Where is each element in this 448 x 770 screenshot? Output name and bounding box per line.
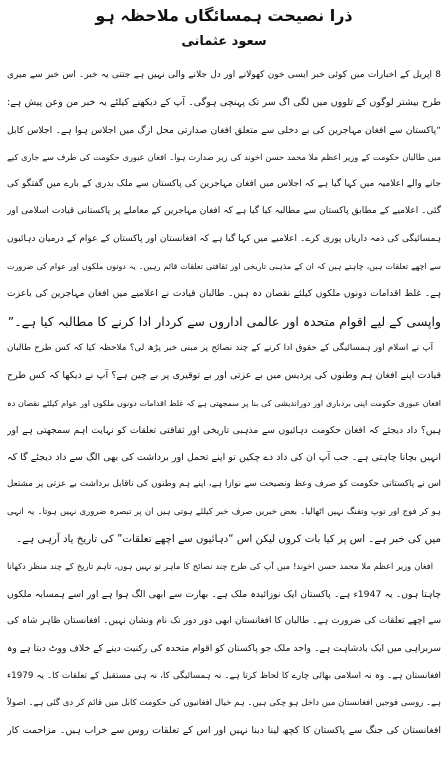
article-line: ہیں؟ داد دیجئے کہ افغان حکومت دہائیوں سے مذہبی تاریخی اور ثقافتی تعلقات کو نہایت اہم سمجھتی ہے اور (7, 424, 441, 436)
author-name: سعود عثمانی (181, 34, 267, 49)
article-line: ہو کر فوج اور توپ وتفنگ نہیں اٹھالیا۔ بعض خبریں صرف خبر کیلئے ہوتی ہیں ان پر تبصرہ ضروری نہیں ہوتا۔ یہ انہی (7, 506, 441, 517)
article-line: افغان وزیر اعظم ملا محمد حسن اخوند! میں آپ کی طرح چند نصائح کا ماہر تو نہیں ہوں، تاہم تاریخ کے چند منظر دکھانا (7, 561, 433, 572)
article-line: ہے۔ روسی فوجیں افغانستان میں داخل ہو چکی ہیں۔ ہم خیال افغانیوں کی حکومت کابل میں قائم کر دی گئی ہے۔ اصولاً (7, 697, 441, 708)
article-line: میں طالبان حکومت کے وزیر اعظم ملا محمد حسن اخوند کی زیر صدارت ہوا۔ افغان عبوری حکومت کی طرف سے جاری کیے (7, 151, 441, 162)
article-line: میں کی خبر ہے۔ اس پر کیا بات کروں لیکن اس “دہائیوں سے اچھے تعلقات” کی تاریخ یاد آرہی ہے۔ (16, 533, 441, 546)
article-line: جانے والے اعلامیہ میں کہا گیا ہے کہ اجلاس میں افغان مہاجرین کی پاکستان سے ملک بدری کے بارے میں گفتگو کی (7, 179, 441, 190)
article-line: واپسی کے لیے اقوام متحدہ اور عالمی اداروں سے کردار ادا کرنے کا مطالبہ کیا ہے۔” (7, 313, 441, 329)
paragraph-history (7, 553, 441, 744)
column-title: ذرا نصیحت ہمسائگاں ملاحظہ ہو (95, 6, 353, 25)
article-line: سے اچھے تعلقات کی ضرورت ہے۔ طالبان کا افغانستان ابھی دور دور تک نام ونشان نہیں۔ افغانستان ظاہر شاہ کی (7, 615, 441, 626)
article-line: افغان عبوری حکومت اپنی بردباری اور دوراندیشی کی بنا پر سمجھتی ہے کہ غلط اقدامات دونوں ملکوں اور عوام کیلئے نقصان دہ (7, 398, 441, 408)
article-line: 8 اپریل کے اخبارات میں کوئی خبر ایسی خون کھولانے اور دل جلانے والی نہیں ہے جتنی یہ خبر۔ اس خبر سے میری (7, 70, 441, 80)
article-line: “پاکستان سے افغان مہاجرین کی بے دخلی سے متعلق افغان صدارتی محل ارگ میں اجلاس ہوا ہے۔ اجلاس کابل (7, 124, 441, 136)
article-line: گئی۔ اعلامیے کے مطابق پاکستان سے مطالبہ کیا گیا ہے کہ افغان مہاجرین کے معاملے پر پاکستانی قیادت اسلامی اور (7, 206, 441, 217)
paragraph-commentary (7, 335, 441, 553)
paragraph-quoted-news (7, 117, 441, 335)
article-line: چاہتا ہوں۔ یہ 1947ء ہے۔ پاکستان ایک نوزائیدہ ملک ہے۔ بھارت سے ابھی الگ ہوا ہے اور اسے ہمسایہ ملکوں (7, 588, 441, 600)
article-line: انہیں بچانا چاہتی ہے۔ جب آپ ان کی داد دے چکیں تو اپنے تحمل اور برداشت کی بھی الگ سے داد دیجئے گا کہ (7, 452, 441, 464)
article-line: افغانستان کی جنگ سے پاکستان کا کچھ لینا دینا نہیں اور اس کے تعلقات روس سے خراب ہیں۔ مزاحمت کار (7, 725, 441, 737)
article-line: آپ نے اسلام اور ہمسائیگی کے حقوق ادا کرنے کے چند نصائح پر مبنی خبر پڑھ لی؟ ملاحظہ کیا کہ کس طرح طالبان (7, 342, 433, 353)
article-line: سے اچھے تعلقات ہیں، چاہتے ہیں کہ ان کے مذہبی تاریخی اور ثقافتی تعلقات قائم رہیں۔ یہ دونوں ملکوں اور عوام کی ضرورت (7, 262, 441, 272)
paragraph-intro (7, 62, 441, 117)
article-line: سربراہی میں ایک بادشاہت ہے۔ واحد ملک جو پاکستان کو اقوام متحدہ کی رکنیت دینے کے خلاف ووٹ دیتا ہے وہ (7, 643, 441, 655)
article-line: اس نے پاکستانی حکومت کو صرف وعظ ونصیحت سے نوازا ہے، اپنے ہم وطنوں کی ناقابل برداشت بے عزتی پر مشتعل (7, 479, 441, 490)
article-body (7, 62, 441, 744)
article-line: قیادت اپنے افغان ہم وطنوں کی پردیس میں بے عزتی اور بے توقیری پر بے چین ہے؟ آپ نے دیکھا کہ کس طرح (7, 370, 441, 382)
article-line: ہمسائیگی کی ذمہ داریاں پوری کرے۔ اعلامیے میں کہا گیا ہے کہ افغانستان اور پاکستان کے عوام کے درمیان دہائیوں (7, 233, 441, 244)
column-header (0, 4, 448, 52)
article-line: ہے۔ غلط اقدامات دونوں ملکوں کیلئے نقصان دہ ہیں۔ طالبان قیادت نے اعلامیے میں افغان مہاجرین کی باعزت (7, 288, 441, 300)
article-line: طرح بیشتر لوگوں کے تلووں میں لگی اگ سر تک پہنچی ہوگی۔ آپ کے دیکھنے کیلئے یہ خبر من وعن پیش ہے: (7, 97, 441, 109)
article-line: افغانستان ہے۔ وہ نہ اسلامی بھائی چارے کا لحاظ کرتا ہے۔ نہ ہمسائیگی کا، نہ ہی مستقبل کے تعلقات کا۔ یہ 1979ء (7, 670, 441, 681)
